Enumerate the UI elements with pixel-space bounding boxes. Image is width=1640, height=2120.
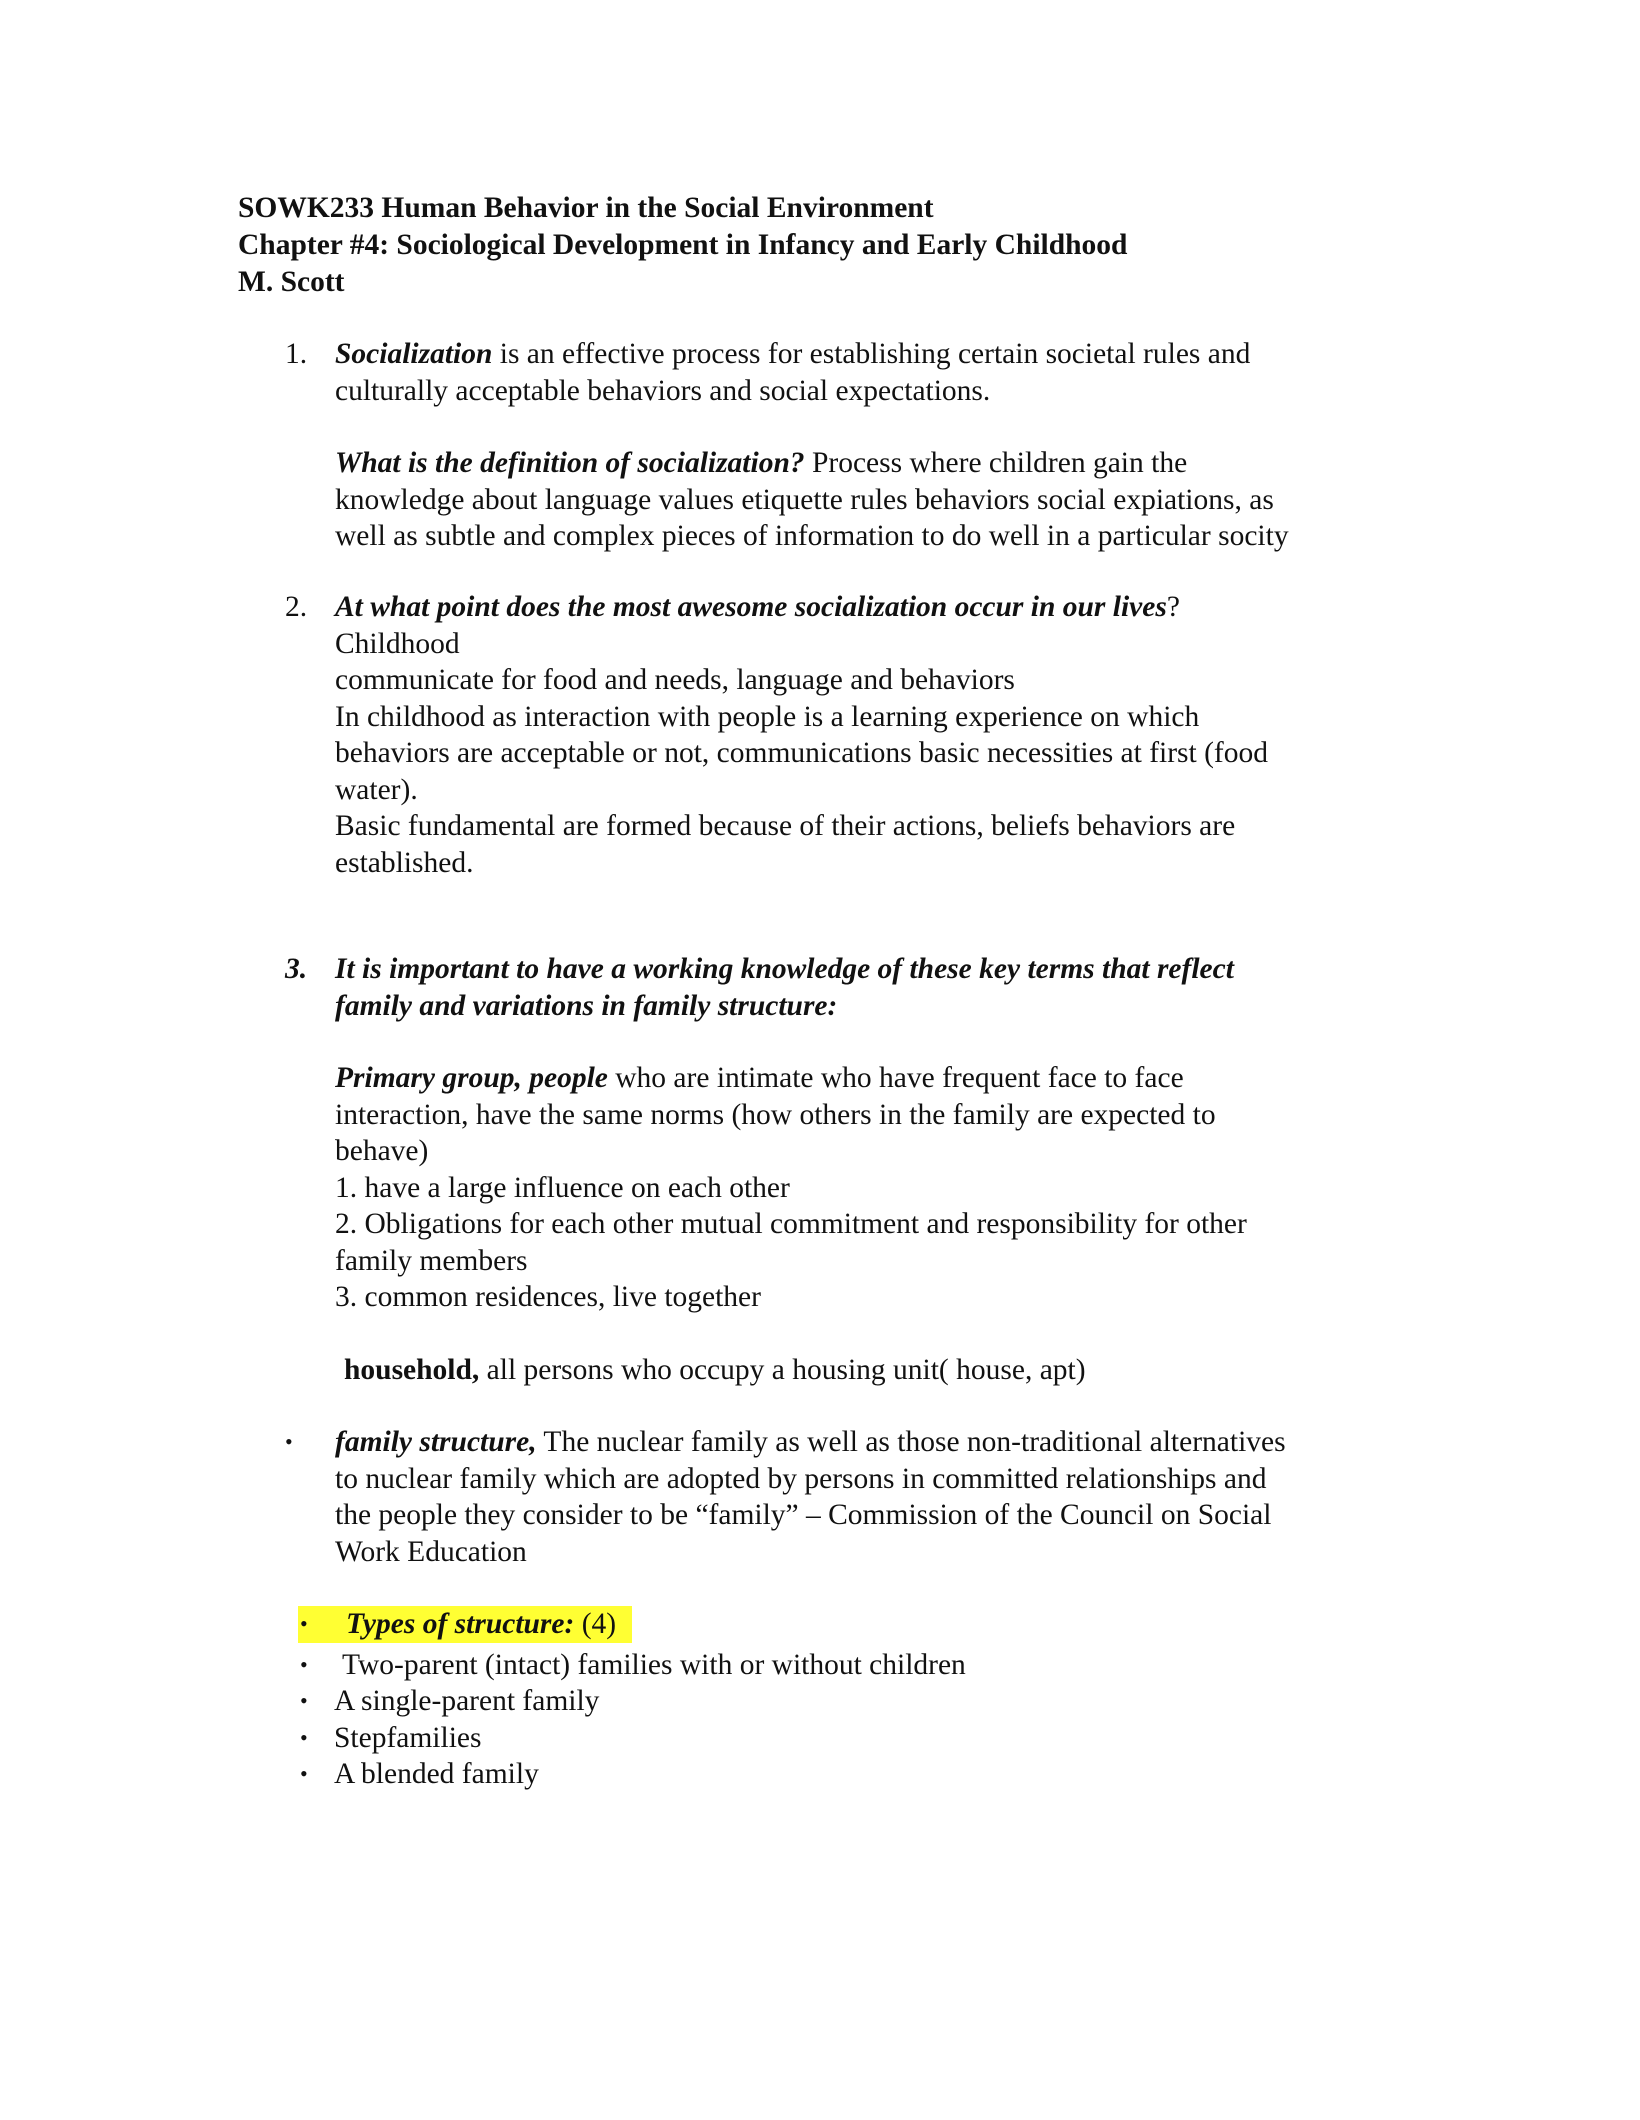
- primary-line: 2. Obligations for each other mutual commitment and responsibility for other: [335, 1208, 1247, 1240]
- term-household: household,: [344, 1353, 480, 1386]
- q2-line: Basic fundamental are formed because of their actions, beliefs behaviors are: [335, 810, 1236, 842]
- q1-line1-rest: is an effective process for establishing certain societal rules and: [492, 338, 1251, 370]
- primary-line: family members: [335, 1244, 528, 1277]
- term-family-structure: family structure,: [335, 1426, 537, 1458]
- primary-line: 1. have a large influence on each other: [335, 1171, 790, 1204]
- type-item: A single-parent family: [334, 1685, 600, 1717]
- question-1-number: 1.: [285, 338, 308, 370]
- bullet-icon: •: [300, 1651, 308, 1677]
- q2-line: water).: [335, 773, 418, 806]
- bullet-icon: •: [300, 1688, 308, 1713]
- family-structure-line: Work Education: [335, 1535, 527, 1568]
- types-of-structure-list: [298, 1606, 966, 1793]
- q1-answer-line2: knowledge about language values etiquette rules behaviors social expiations, as: [335, 483, 1274, 516]
- author-name: M. Scott: [238, 266, 345, 298]
- primary-line: 3. common residences, live together: [335, 1281, 761, 1313]
- bullet-icon: •: [285, 1429, 293, 1454]
- bullet-icon: •: [300, 1761, 308, 1786]
- question-2: [285, 589, 1385, 881]
- q1-question: What is the definition of socialization?: [335, 447, 805, 479]
- q2-line: behaviors are acceptable or not, communications basic necessities at first (food: [335, 737, 1269, 769]
- question-3-number: 3.: [285, 953, 308, 985]
- q3-heading-line1: It is important to have a working knowledge of these key terms that reflect: [335, 953, 1234, 985]
- primary-line: behave): [335, 1135, 429, 1167]
- household-definition: all persons who occupy a housing unit( house, apt): [479, 1353, 1086, 1386]
- family-structure-line: the people they consider to be “family” – Commission of the Council on Social: [335, 1499, 1272, 1531]
- family-structure-item: [285, 1424, 1385, 1570]
- q1-line2: culturally acceptable behaviors and social expectations.: [335, 374, 991, 407]
- q2-line: Childhood: [335, 627, 460, 660]
- primary-line: interaction, have the same norms (how others in the family are expected to: [335, 1098, 1216, 1131]
- course-title: SOWK233 Human Behavior in the Social Environment: [238, 192, 934, 224]
- q2-question: At what point does the most awesome socialization occur in our lives: [335, 591, 1167, 623]
- q2-question-end: ?: [1166, 591, 1180, 623]
- q2-line: In childhood as interaction with people is a learning experience on which: [335, 700, 1200, 733]
- family-structure-line: to nuclear family which are adopted by persons in committed relationships and: [335, 1462, 1267, 1495]
- question-1: [285, 336, 1385, 555]
- type-item: Stepfamilies: [334, 1721, 482, 1754]
- primary-line1-rest: who are intimate who have frequent face to face: [607, 1062, 1184, 1094]
- q2-line: communicate for food and needs, language and behaviors: [335, 664, 1015, 696]
- type-item: Two-parent (intact) families with or without children: [342, 1648, 966, 1681]
- types-label: Types of structure:: [346, 1608, 575, 1640]
- chapter-title: Chapter #4: Sociological Development in Infancy and Early Childhood: [238, 229, 1128, 261]
- question-3: [285, 951, 1385, 1388]
- term-socialization: Socialization: [335, 338, 493, 370]
- family-structure-line1-rest: The nuclear family as well as those non-traditional alternatives: [536, 1426, 1286, 1458]
- question-2-number: 2.: [285, 591, 308, 623]
- type-item: A blended family: [334, 1758, 539, 1790]
- types-count: (4): [574, 1608, 617, 1640]
- document-header: [238, 190, 1127, 301]
- bullet-icon: •: [300, 1724, 308, 1750]
- q2-line: established.: [335, 846, 474, 879]
- q1-answer-line3: well as subtle and complex pieces of information to do well in a particular socity: [335, 520, 1289, 552]
- term-primary-group: Primary group, people: [335, 1062, 608, 1094]
- q3-heading-line2: family and variations in family structure:: [335, 989, 838, 1022]
- q1-answer-line1: Process where children gain the: [804, 447, 1188, 479]
- bullet-icon: •: [300, 1611, 308, 1636]
